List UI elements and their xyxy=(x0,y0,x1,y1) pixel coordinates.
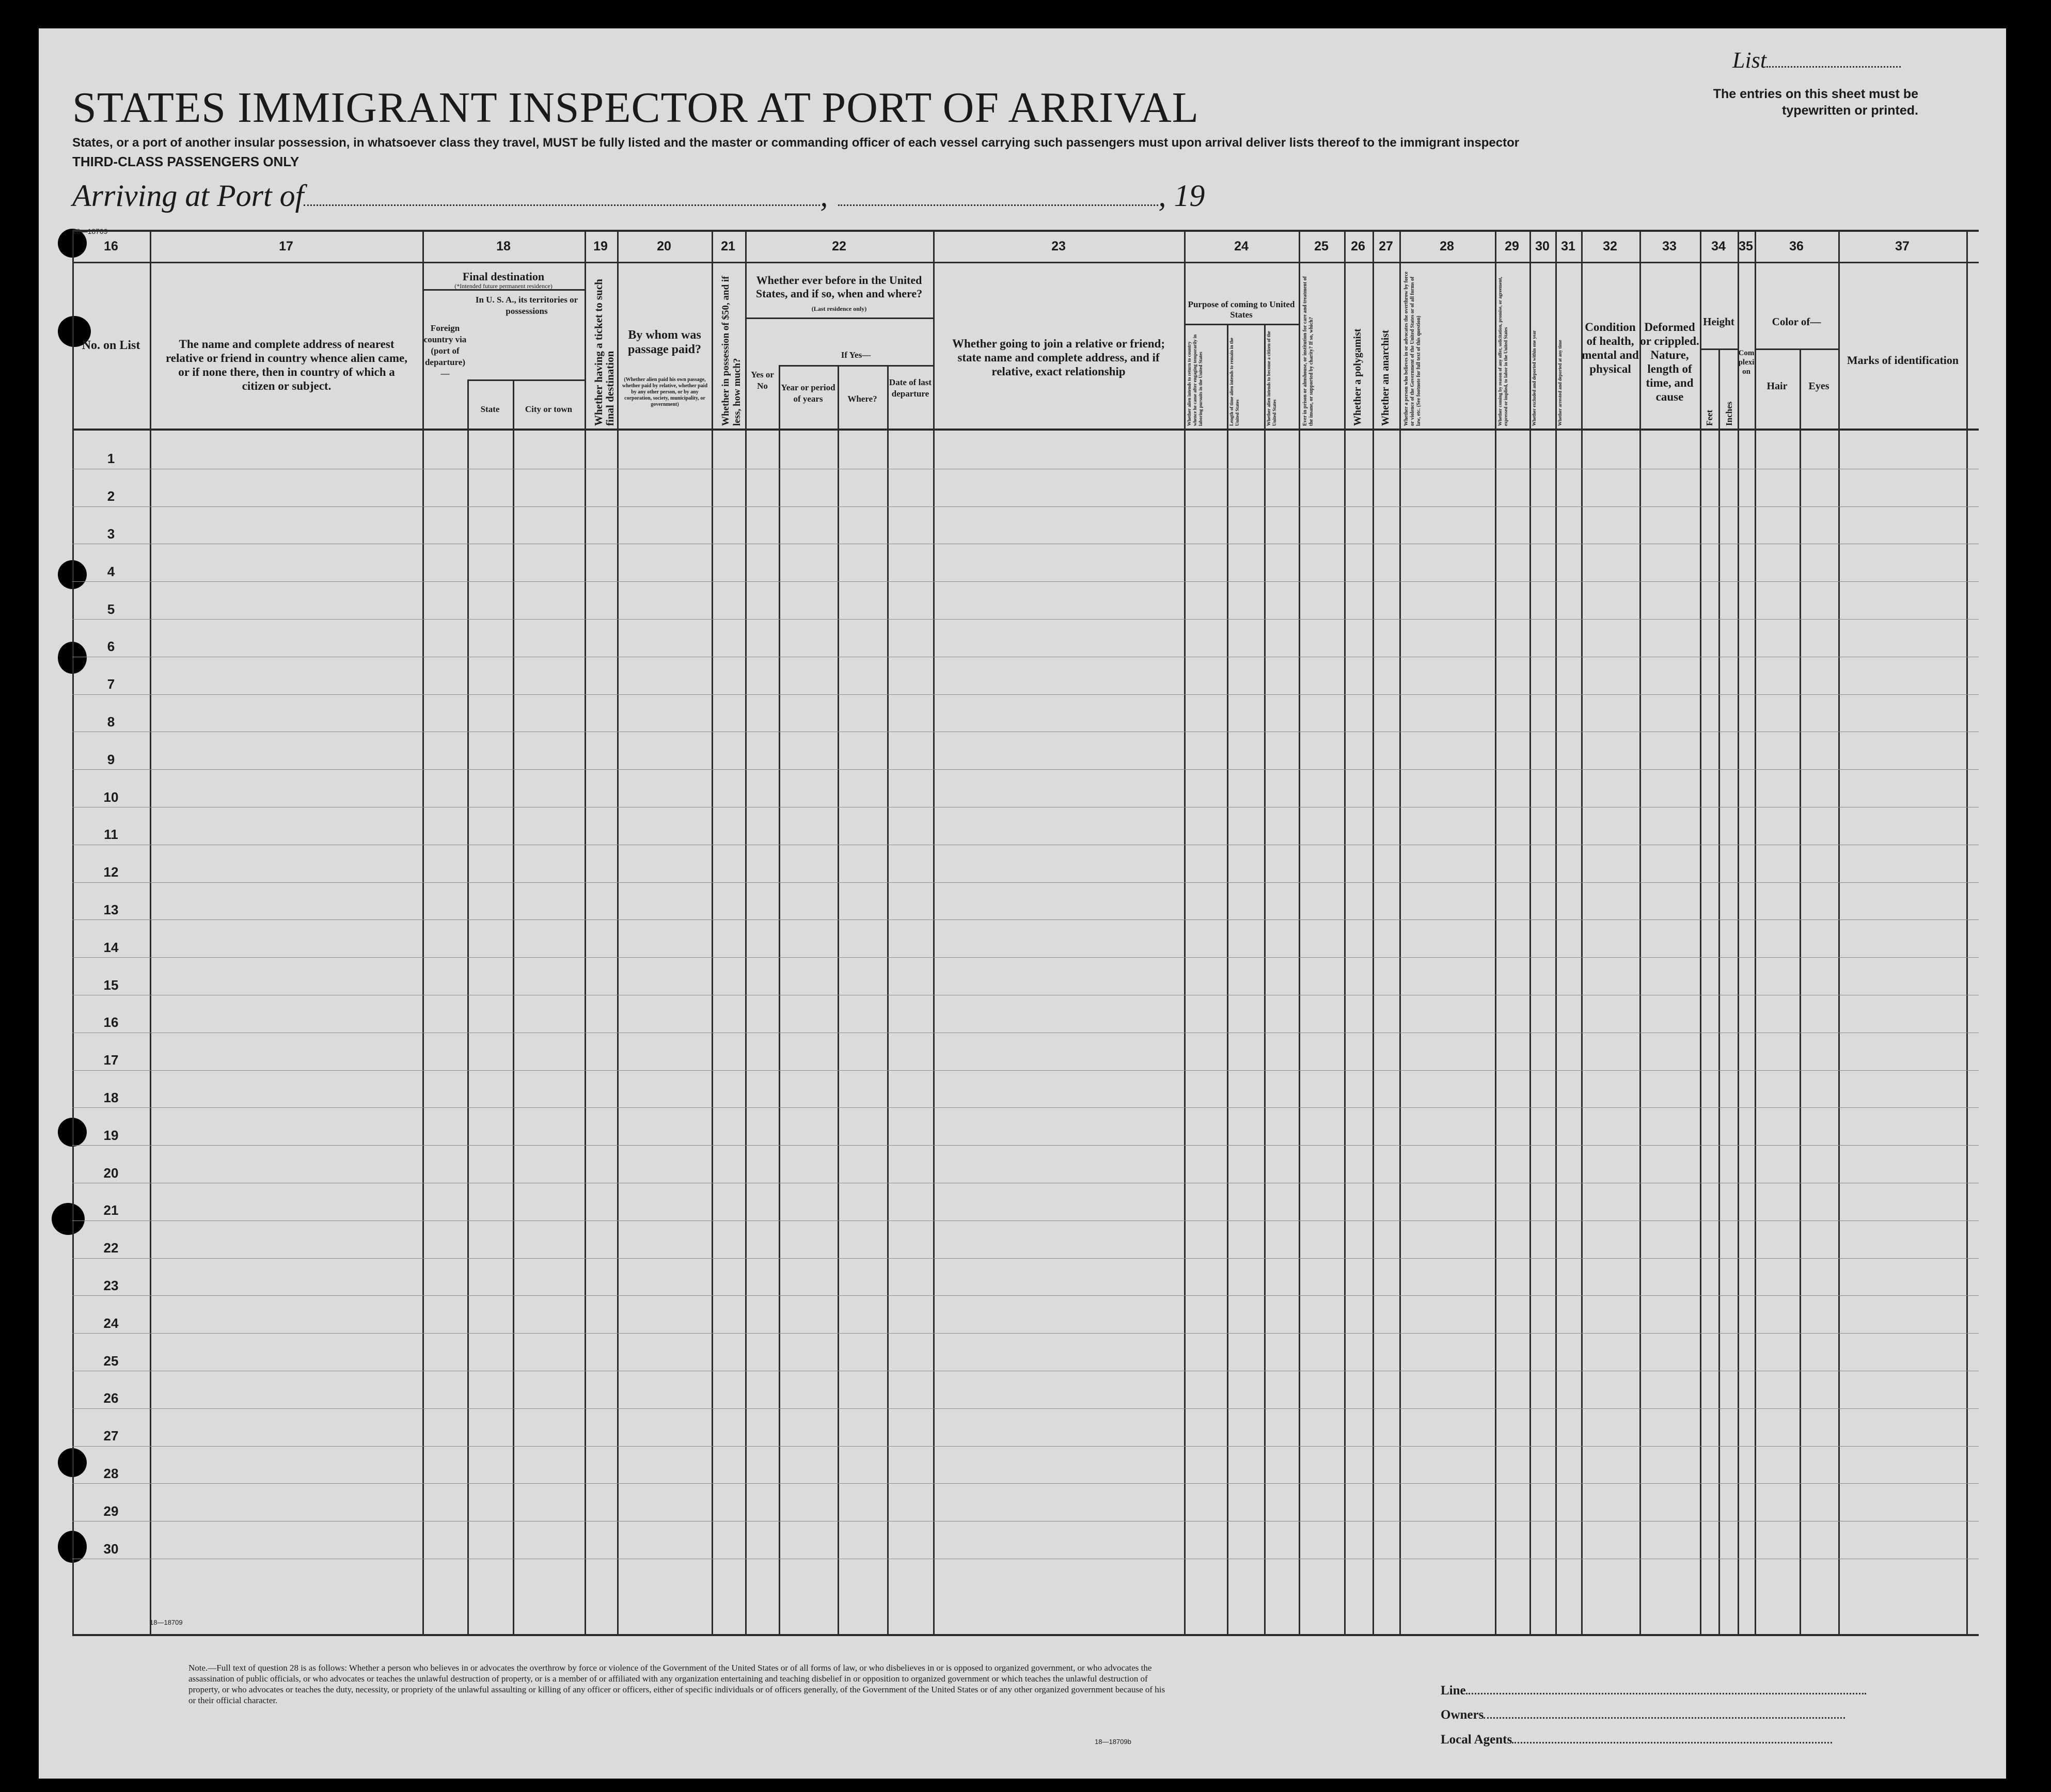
col-rule xyxy=(72,230,74,1636)
subhead-rule xyxy=(1184,324,1299,325)
row-number: 15 xyxy=(103,977,119,993)
year-prefix: , 19 xyxy=(1158,179,1205,213)
row-number: 16 xyxy=(103,1014,119,1030)
col20-title: By whom was passage paid? xyxy=(627,328,702,356)
col18-city-header: City or town xyxy=(525,404,573,414)
row-number: 22 xyxy=(103,1240,119,1256)
row-number: 10 xyxy=(103,789,119,805)
row-rule xyxy=(72,1333,1979,1334)
col-number: 31 xyxy=(1561,239,1575,253)
col34-inches-header: Inches xyxy=(1724,401,1734,426)
col-rule xyxy=(617,230,619,1636)
col-rule xyxy=(513,380,514,1636)
row-rule xyxy=(72,1295,1979,1296)
col-number: 25 xyxy=(1314,239,1329,253)
row-number: 17 xyxy=(103,1052,119,1068)
col36-title: Color of— xyxy=(1772,315,1821,328)
row-rule xyxy=(72,694,1979,695)
col19-header: Whether having a ticket to such final destination xyxy=(592,279,616,426)
row-number: 21 xyxy=(103,1202,119,1218)
row-number: 26 xyxy=(103,1390,119,1406)
row-number: 12 xyxy=(103,864,119,880)
col-number: 16 xyxy=(104,239,118,253)
row-rule xyxy=(72,1145,1979,1146)
col22-title: Whether ever before in the United States, and if so, when and where? xyxy=(755,274,923,300)
col-rule xyxy=(422,230,424,1636)
footer-form-number: 18—18709b xyxy=(1095,1738,1131,1746)
footnote-q28: Note.—Full text of question 28 is as follows: Whether a person who believes in or advocates the overthrow by force or violence of the Government of the United States or of all forms of law, or who disbelieves in or is opposed to organized government, or who advocates the assassination of public officials, or who advocates or teaches the unlawful destruction of property, or is a member of or affiliated with any organization entertaining and teaching disbelief in or opposition to organized government or which teaches the unlawful destruction of property, or who advocates or teaches the duty, necessity, or propriety of the unlawful assaulting or killing of any officer or officers, either of specific individuals or of officers generally, of the Government of the United States or of any other organized government because of his or their official character. xyxy=(188,1663,1165,1705)
arriving-label: Arriving at Port of xyxy=(72,179,304,213)
colnum-rule xyxy=(72,262,1979,263)
col-rule xyxy=(1344,230,1346,1636)
row-number: 28 xyxy=(103,1466,119,1481)
col22-year-header: Year or period of years xyxy=(781,383,835,404)
col22-note: (Last residence only) xyxy=(811,305,867,312)
entries-note: The entries on this sheet must be typewritten or printed. xyxy=(1713,87,1918,118)
col-number: 18 xyxy=(496,239,511,253)
row-number: 24 xyxy=(103,1315,119,1331)
col24-b-header: Length of time alien intends to remain in the United States xyxy=(1229,338,1240,426)
form-title: STATES IMMIGRANT INSPECTOR AT PORT OF ARRIVAL xyxy=(72,84,1199,132)
col29-header: Whether coming by reason of any offer, solicitation, promise, or agreement, expressed or implied, to labor in the United States xyxy=(1497,277,1508,426)
line-row xyxy=(1441,1680,1866,1698)
form-number-bottom: 18—18709 xyxy=(150,1619,183,1626)
col22-ifyes-header: If Yes— xyxy=(841,350,871,360)
agents-label: Local Agents xyxy=(1441,1733,1512,1747)
date-field[interactable] xyxy=(838,179,1158,206)
col-rule xyxy=(1700,230,1701,1636)
arriving-line xyxy=(72,178,1205,214)
owners-label: Owners xyxy=(1441,1708,1484,1722)
passenger-table xyxy=(72,230,1979,1639)
col18-foreign-header: Foreign country via (port of departure)— xyxy=(423,323,467,378)
col-rule xyxy=(1738,230,1739,1636)
col-rule xyxy=(712,230,713,1636)
col-rule xyxy=(1581,230,1583,1636)
subhead-rule xyxy=(745,318,933,319)
row-number: 9 xyxy=(107,751,115,767)
list-line xyxy=(1732,46,1901,73)
col-number: 37 xyxy=(1895,239,1910,253)
col-rule xyxy=(1399,230,1401,1636)
row-number: 23 xyxy=(103,1278,119,1293)
row-number: 25 xyxy=(103,1353,119,1369)
header-bottom-rule xyxy=(72,429,1979,431)
row-rule xyxy=(72,1483,1979,1484)
row-number: 2 xyxy=(107,488,115,504)
subhead-rule xyxy=(1755,348,1838,350)
col-number: 33 xyxy=(1662,239,1677,253)
col-rule xyxy=(1299,230,1300,1636)
list-field[interactable] xyxy=(1766,46,1901,68)
col21-header: Whether in possession of $50, and if less, how much? xyxy=(720,276,743,426)
row-rule xyxy=(72,1107,1979,1108)
col24-title: Purpose of coming to United States xyxy=(1188,299,1295,320)
col-rule xyxy=(1838,230,1840,1636)
row-number: 27 xyxy=(103,1428,119,1444)
col-rule xyxy=(1555,230,1557,1636)
col-rule xyxy=(1372,230,1374,1636)
col20-note: (Whether alien paid his own passage, whether paid by relative, whether paid by any other person, or by any corporation, society, municipality, or government) xyxy=(622,377,708,407)
row-rule xyxy=(72,619,1979,620)
owners-row xyxy=(1441,1705,1845,1722)
col-rule xyxy=(933,230,935,1636)
col-rule xyxy=(1718,350,1720,1636)
agents-row xyxy=(1441,1730,1832,1747)
col-rule xyxy=(745,230,747,1636)
col34-title: Height xyxy=(1703,315,1734,328)
col33-header: Deformed or crippled. Nature, length of time, and cause xyxy=(1640,321,1699,403)
col-number: 20 xyxy=(657,239,671,253)
col-number: 21 xyxy=(721,239,735,253)
row-rule xyxy=(72,1070,1979,1071)
row-number: 1 xyxy=(107,451,115,467)
row-number: 19 xyxy=(103,1127,119,1143)
col-number: 35 xyxy=(1739,239,1753,253)
col-rule xyxy=(1227,325,1228,1636)
col18-usa-header: In U. S. A., its territories or possessions xyxy=(475,295,578,316)
col22-date-header: Date of last departure xyxy=(889,377,932,399)
row-rule xyxy=(72,769,1979,770)
col31-header: Whether arrested and deported at any time xyxy=(1557,340,1563,426)
row-number: 7 xyxy=(107,676,115,692)
col23-header: Whether going to join a relative or friend; state name and complete address, and if relative, exact relationship xyxy=(952,337,1165,378)
col-number: 22 xyxy=(832,239,846,253)
col-number: 30 xyxy=(1535,239,1550,253)
row-rule xyxy=(72,1446,1979,1447)
col-number: 17 xyxy=(279,239,293,253)
agents-field[interactable] xyxy=(1512,1730,1832,1743)
subhead-rule xyxy=(467,379,585,381)
table-top-rule xyxy=(72,230,1979,232)
col36-hair-header: Hair xyxy=(1766,380,1788,392)
port-field[interactable] xyxy=(304,179,820,206)
col32-header: Condition of health, mental and physical xyxy=(1582,321,1639,375)
col-rule xyxy=(467,380,469,1636)
row-number: 11 xyxy=(104,827,118,843)
row-rule xyxy=(72,581,1979,582)
row-number: 18 xyxy=(103,1090,119,1105)
col-number: 24 xyxy=(1234,239,1249,253)
col22-where-header: Where? xyxy=(847,394,877,404)
col-rule xyxy=(1264,325,1266,1636)
class-line: THIRD-CLASS PASSENGERS ONLY xyxy=(72,154,299,169)
table-bottom-rule xyxy=(72,1634,1979,1636)
col35-header: Complexion xyxy=(1738,349,1755,376)
col16-header: No. on List xyxy=(82,339,140,352)
row-number: 20 xyxy=(103,1165,119,1181)
row-rule xyxy=(72,957,1979,958)
col-rule xyxy=(150,230,151,1636)
col-number: 28 xyxy=(1440,239,1454,253)
row-number: 14 xyxy=(103,939,119,955)
comma: , xyxy=(820,179,828,213)
col22-yesno-header: Yes or No xyxy=(751,370,774,391)
line-label: Line xyxy=(1441,1684,1466,1698)
col18-title: Final destination xyxy=(462,270,545,283)
row-rule xyxy=(72,506,1979,507)
owners-field[interactable] xyxy=(1484,1705,1845,1719)
col18-note: (*Intended future permanent residence) xyxy=(454,282,553,290)
col-rule xyxy=(1529,230,1531,1636)
col24-a-header: Whether alien intends to return to country whence he came after engaging temporarily in laboring pursuits in the United States xyxy=(1187,334,1203,426)
col28-header: Whether a person who believes in or advocates the overthrow by force or violence of the Government of the United States or of all forms of law, etc. (See footnote for full text of this question) xyxy=(1403,272,1422,426)
col-rule xyxy=(1755,230,1756,1636)
col-number: 36 xyxy=(1789,239,1804,253)
col37-header: Marks of identification xyxy=(1847,354,1959,367)
form-subtitle: States, or a port of another insular possession, in whatsoever class they travel, MUST be fully listed and the master or commanding officer of each vessel carrying such passengers must upon arrival deliver lists thereof to the immigrant inspector xyxy=(72,136,1520,150)
col-rule xyxy=(1966,230,1968,1636)
col36-eyes-header: Eyes xyxy=(1808,380,1829,392)
col27-header: Whether an anarchist xyxy=(1380,330,1391,426)
col26-header: Whether a polygamist xyxy=(1352,328,1363,426)
row-number: 13 xyxy=(103,902,119,917)
row-number: 8 xyxy=(107,714,115,730)
col-number: 26 xyxy=(1351,239,1365,253)
row-number: 30 xyxy=(103,1541,119,1557)
row-number: 29 xyxy=(103,1503,119,1519)
subhead-rule xyxy=(1700,348,1738,350)
col-number: 29 xyxy=(1505,239,1519,253)
row-number: 4 xyxy=(107,563,115,579)
col18-state-header: State xyxy=(480,404,500,414)
row-rule xyxy=(72,1258,1979,1259)
subhead-rule xyxy=(779,365,933,367)
col-rule xyxy=(1639,230,1641,1636)
col25-header: Ever in prison or almshouse, or institution for care and treatment of the insane, or supported by charity? If so, which? xyxy=(1302,276,1314,426)
line-field[interactable] xyxy=(1466,1680,1866,1694)
col-number: 32 xyxy=(1603,239,1617,253)
row-rule xyxy=(72,919,1979,920)
row-rule xyxy=(72,882,1979,883)
col-rule xyxy=(1184,230,1186,1636)
col-number: 19 xyxy=(593,239,608,253)
col-number: 34 xyxy=(1711,239,1726,253)
col-rule xyxy=(1495,230,1496,1636)
col17-header: The name and complete address of nearest relative or friend in country whence alien came, or if none there, then in country of which a citizen or subject. xyxy=(165,338,407,392)
col24-c-header: Whether alien intends to become a citizen of the United States xyxy=(1266,331,1277,426)
col-number: 27 xyxy=(1379,239,1393,253)
col30-header: Whether excluded and deported within one year xyxy=(1532,330,1537,426)
row-rule xyxy=(72,1408,1979,1409)
list-label: List xyxy=(1732,47,1767,73)
col-number: 23 xyxy=(1051,239,1066,253)
row-number: 6 xyxy=(107,639,115,655)
col-rule xyxy=(1800,350,1801,1636)
col34-feet-header: Feet xyxy=(1705,409,1714,426)
row-rule xyxy=(72,1220,1979,1221)
col-rule xyxy=(585,230,586,1636)
row-number: 5 xyxy=(107,601,115,617)
row-number: 3 xyxy=(107,526,115,542)
